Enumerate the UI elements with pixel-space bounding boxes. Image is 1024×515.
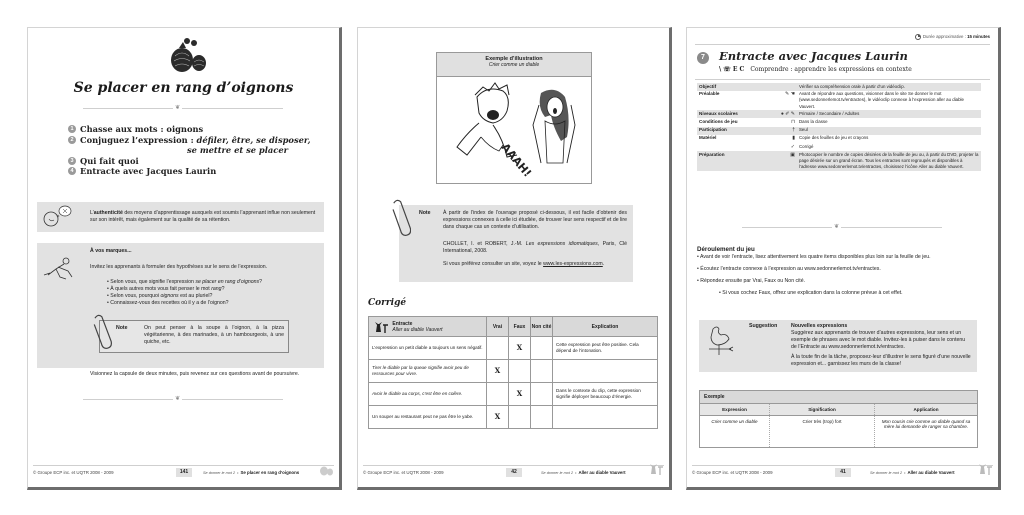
ornament-divider xyxy=(83,108,283,109)
info-value: Vérifier sa compréhension orale à partir d’un vidéoclip. xyxy=(797,83,981,91)
info-icons: ● ✐ ✎ xyxy=(769,110,797,118)
faux-cell[interactable] xyxy=(509,406,531,429)
ornament-flourish-icon: ❦ xyxy=(175,104,181,111)
step-number-badge: 7 xyxy=(697,52,709,64)
website-link[interactable]: www.les-expressions.com xyxy=(543,261,603,267)
info-row xyxy=(697,143,981,151)
text-fragment: Connaissez-vous des recettes où il y a de l’oignon? xyxy=(110,300,229,307)
info-key: Matériel xyxy=(699,135,717,141)
activity-item[interactable] xyxy=(68,124,311,135)
copyright: © Groupe ECP inc. et UQTR 2008 - 2009 xyxy=(33,470,114,475)
statement-cell: L’expression un petit diable a toujours un sens négatif. xyxy=(369,337,487,360)
duration-value: 15 minutes xyxy=(967,34,990,40)
note-label: Note xyxy=(419,210,431,216)
procedure-step: • Si vous cochez Faux, offrez une explication dans la colonne prévue à cet effet. xyxy=(719,290,903,297)
faux-cell[interactable] xyxy=(509,360,531,383)
note-text: On peut penser à la soupe à l’oignon, à la pizza végétarienne, à des marinades, à un hambourgeois, à une quiche, etc. xyxy=(144,325,284,346)
ornament-divider xyxy=(83,399,283,400)
page-title: Se placer en rang d’oignons xyxy=(73,80,294,96)
note-reference xyxy=(443,241,627,255)
page-footer xyxy=(33,465,334,479)
competency-text: Comprendre : apprendre les expressions en contexte xyxy=(750,66,912,73)
statement-cell: Tirer le diable par la queue signifie avoir peu de ressources pour vivre. xyxy=(369,360,487,383)
clock-icon xyxy=(915,34,921,40)
suggestion-title: Nouvelles expressions xyxy=(791,323,848,329)
info-row xyxy=(697,151,981,171)
text-fragment: Selon vous, que signifie l’expression xyxy=(110,279,196,285)
info-value: Dans la classe xyxy=(799,119,828,125)
footer-series xyxy=(203,470,299,475)
footer-series xyxy=(541,470,626,475)
table-row xyxy=(369,360,658,383)
info-key: Préalable xyxy=(699,91,720,97)
info-key xyxy=(697,143,769,151)
info-key: Niveaux scolaires xyxy=(697,110,769,118)
section-outro: Visionnez la capsule de deux minutes, puis revenez sur ces questions avant de poursuivre. xyxy=(90,371,300,377)
example-caption: Exemple xyxy=(700,391,978,404)
info-key: Préparation xyxy=(697,151,769,171)
devil-icon xyxy=(648,462,664,476)
paperclip-icon xyxy=(92,313,112,351)
info-icons: ▣ xyxy=(769,151,797,171)
vrai-cell[interactable] xyxy=(487,337,509,360)
info-icons: ✓ xyxy=(790,143,795,150)
separator: • xyxy=(237,471,239,475)
paperclip-icon xyxy=(391,198,411,238)
text-fragment: . xyxy=(602,261,605,267)
info-row xyxy=(697,91,981,111)
illustration-header xyxy=(437,53,591,77)
suggestion-callout xyxy=(699,320,977,372)
suggestion-body xyxy=(791,323,971,368)
divider xyxy=(695,44,990,45)
page-title: Entracte avec Jacques Laurin xyxy=(719,49,908,63)
signification-cell: Crier très (trop) fort xyxy=(770,416,875,448)
non-cite-cell[interactable] xyxy=(531,383,553,406)
section-intro: Invitez les apprenants à formuler des hypothèses sur le sens de l’expression. xyxy=(90,264,268,270)
page-number: 41 xyxy=(835,468,851,477)
explication-cell: Dans le contexte du clip, cette expression signifie déployer beaucoup d’énergie. xyxy=(553,383,658,406)
procedure-step: • Écoutez l’entracte connexe à l’expression au www.sedonnerlemot.tv/entractes. xyxy=(697,266,881,273)
non-cite-cell[interactable] xyxy=(531,360,553,383)
copyright: © Groupe ECP inc. et UQTR 2008 - 2009 xyxy=(363,470,444,475)
chapter-name: Aller au diable Vauvert xyxy=(907,470,955,475)
page-footer xyxy=(363,465,664,479)
suggestion-text: À la toute fin de la tâche, proposez-leur d’illustrer le sens figuré d’une nouvelle expression et... garnissez les murs de la classe! xyxy=(791,354,971,368)
activity-verbs: défiler, être, se disposer, xyxy=(196,134,311,145)
info-icons: † xyxy=(769,127,797,135)
shout-text: AAAH! xyxy=(498,140,534,180)
ready-section xyxy=(37,243,324,377)
example-table xyxy=(699,390,978,448)
note-site xyxy=(443,261,627,268)
game-procedure xyxy=(697,246,987,297)
activity-label: Chasse aux mots : oignons xyxy=(80,124,204,134)
vrai-cell[interactable]: X xyxy=(487,406,509,429)
duration-indicator xyxy=(915,34,990,40)
note-box xyxy=(99,320,289,353)
text-fragment: ? xyxy=(221,286,225,293)
info-row xyxy=(697,127,981,135)
procedure-step: • Avant de voir l’entracte, lisez attentivement les quatre items disponibles plus loin sur la feuille de jeu. xyxy=(697,254,931,261)
ornament-flourish-icon: ❦ xyxy=(175,395,181,402)
footer-series xyxy=(870,470,955,475)
suggestion-label: Suggestion xyxy=(749,323,778,329)
info-icons: ▮ xyxy=(792,135,795,142)
expression-header: Expression xyxy=(700,404,770,416)
info-row xyxy=(697,118,981,126)
ornament-flourish-icon: ❦ xyxy=(834,223,840,230)
illustration-frame xyxy=(436,52,592,184)
vrai-header: Vrai xyxy=(487,317,509,337)
non-cite-cell[interactable] xyxy=(531,406,553,429)
info-value: Primaire / Secondaire / Adultes xyxy=(797,110,981,118)
text-fragment: Selon vous, pourquoi xyxy=(110,293,161,300)
book-title: Les expressions idiomatiques xyxy=(525,241,598,247)
activity-item[interactable] xyxy=(68,156,311,167)
illustration-subtitle: Crier comme un diable xyxy=(488,62,540,68)
onion-icon xyxy=(318,462,334,476)
procedure-step: • Répondez ensuite par Vrai, Faux ou Non cité. xyxy=(697,278,806,285)
info-value: Corrigé xyxy=(799,143,814,149)
devil-icon xyxy=(373,320,389,334)
vrai-cell[interactable]: X xyxy=(487,360,509,383)
note-text: À partir de l’index de l’ouvrage proposé ci-dessous, il est facile d’obtenir des expressions connexes à celle ici étudiée, de trouver leur sens respectif et de lire dans chaque cas un contexte d’utilisation. xyxy=(443,210,627,231)
activity-item[interactable] xyxy=(68,166,311,177)
copyright: © Groupe ECP inc. et UQTR 2008 - 2009 xyxy=(692,470,773,475)
text-fragment: À quels autres mots vous fait penser le mot xyxy=(110,286,212,293)
chapter-name: Aller au diable Vauvert xyxy=(578,470,626,475)
text-fragment: est au pluriel? xyxy=(178,293,213,300)
activity-info-table xyxy=(697,83,981,171)
faux-header: Faux xyxy=(509,317,531,337)
explication-cell xyxy=(553,406,658,429)
non-cite-cell[interactable] xyxy=(531,337,553,360)
table-header-row xyxy=(700,404,978,416)
activity-item[interactable] xyxy=(68,135,311,146)
authenticity-keyword: authenticité xyxy=(93,210,123,216)
page-number: 42 xyxy=(506,468,522,477)
series-name: Se donner le mot 2 xyxy=(870,471,903,475)
authenticity-callout xyxy=(37,202,324,232)
illustration-title: Exemple d’illustration xyxy=(485,56,543,62)
question-item xyxy=(107,300,262,307)
number-badge: 2 xyxy=(68,136,76,144)
info-icons: ✎ ☚ xyxy=(784,91,795,98)
answer-key-table xyxy=(368,316,658,429)
explication-cell xyxy=(553,360,658,383)
info-value: Copie des feuilles de jeu et crayons xyxy=(799,135,869,141)
authenticity-text xyxy=(90,210,320,224)
text-fragment: CHOLLET, I. et ROBERT, J.-M. xyxy=(443,241,526,247)
procedure-title: Déroulement du jeu xyxy=(697,246,755,253)
entracte-label xyxy=(392,321,442,333)
expression-cell: Crier comme un diable xyxy=(700,416,770,448)
activity-list xyxy=(68,124,311,177)
table-caption-row xyxy=(700,391,978,404)
table-row xyxy=(369,406,658,429)
separator: • xyxy=(904,471,906,475)
explication-cell: Cette expression peut être positive. Cela dépend de l’intonation. xyxy=(553,337,658,360)
table-row xyxy=(369,383,658,406)
shouting-cartoon-illustration xyxy=(437,77,591,183)
explication-header: Explication xyxy=(553,317,658,337)
document-page-41 xyxy=(686,27,1001,490)
statement-cell: Avoir le diable au corps, c’est être en colère. xyxy=(369,383,487,406)
ornament-divider xyxy=(742,227,942,228)
text-fragment: des moyens d’apprentissage auxquels est soumis l’apprenant influe non seulement sur son intérêt, mais également sur la qualité de sa rétention. xyxy=(90,210,316,224)
skill-codes-icon: \ ☏ E C xyxy=(719,66,745,73)
text-fragment: Si vous préférez consulter un site, voyez le xyxy=(443,261,544,267)
info-icons: ⊓ xyxy=(791,119,795,126)
activity-label: Conjuguez l’expression : xyxy=(80,134,197,145)
text-fragment: , Paris, Clé International, 2008. xyxy=(443,241,627,255)
divider xyxy=(695,79,990,80)
chapter-name: Se placer en rang d’oignons xyxy=(240,470,300,475)
text-fragment: ? xyxy=(259,279,262,285)
note-label: Note xyxy=(116,325,128,331)
info-key: Conditions de jeu xyxy=(699,119,738,125)
entracte-subtitle: Aller au diable Vauvert xyxy=(392,326,443,333)
onions-illustration xyxy=(163,36,213,74)
page-number: 141 xyxy=(176,468,192,477)
series-name: Se donner le mot 2 xyxy=(203,471,236,475)
info-icons xyxy=(769,83,797,91)
devil-icon xyxy=(977,462,993,476)
section-title: À vos marques... xyxy=(90,248,132,254)
info-value: Seul xyxy=(797,127,981,135)
answer-key-title: Corrigé xyxy=(368,298,407,308)
info-row xyxy=(697,135,981,143)
number-badge: 3 xyxy=(68,157,76,165)
info-value: Avant de répondre aux questions, visionner dans le site Se donner le mot (www.sedonnerlemot.tv/entractes), le vidéoclip connexe à l’expression aller au diable Vauvert. xyxy=(799,91,964,109)
text-fragment: L’ xyxy=(90,210,94,216)
sprinter-icon xyxy=(40,253,78,283)
faux-cell[interactable]: X xyxy=(509,337,531,360)
question-list xyxy=(107,279,262,307)
suggestion-text: Suggérez aux apprenants de trouver d’autres expressions, leur sens et un exemple de phrases avec le mot diable. Invitez-les à puiser dans le contenu de l’Entracte au www.sedonnerlemot.tv/entractes. xyxy=(791,330,966,351)
separator: • xyxy=(575,471,577,475)
info-row xyxy=(697,110,981,118)
weathervane-rooster-icon xyxy=(703,323,737,357)
info-value: Photocopier le nombre de copies désirées de la feuille de jeu ou, à partir du DVD, projeter la page désirée sur un grand écran. Tous les entractes sont regroupés et disponibles à l’adresse www.sedonnerlemot.tv/entractes, choisissez l’icône Aller au diable Vauvert. xyxy=(797,151,981,171)
vrai-cell[interactable] xyxy=(487,383,509,406)
thinking-person-icon xyxy=(41,204,73,230)
question-item xyxy=(107,286,262,293)
question-item xyxy=(107,293,262,300)
info-row xyxy=(697,83,981,91)
faux-cell[interactable]: X xyxy=(509,383,531,406)
text-fragment: rang xyxy=(211,286,222,293)
application-header: Application xyxy=(875,404,978,416)
series-name: Se donner le mot 2 xyxy=(541,471,574,475)
entracte-header xyxy=(369,317,487,337)
info-key: Participation xyxy=(697,127,769,135)
document-page-141 xyxy=(27,27,342,490)
note-box xyxy=(399,205,633,282)
signification-header: Signification xyxy=(770,404,875,416)
table-row xyxy=(700,416,978,448)
non-cite-header: Non cité xyxy=(531,317,553,337)
document-page-42 xyxy=(357,27,672,490)
number-badge: 4 xyxy=(68,167,76,175)
activity-label: Qui fait quoi xyxy=(80,155,139,166)
number-badge: 1 xyxy=(68,125,76,133)
table-row xyxy=(369,337,658,360)
duration-label: Durée approximative : xyxy=(922,34,968,40)
page-footer xyxy=(692,465,993,479)
activity-label: Entracte avec Jacques Laurin xyxy=(80,166,217,176)
table-header-row xyxy=(369,317,658,337)
competency-line xyxy=(719,66,912,73)
activity-verbs-continued: se mettre et se placer xyxy=(187,145,288,155)
entracte-title: Entracte xyxy=(392,320,413,327)
statement-cell: Un souper au restaurant peut ne pas être le yabe. xyxy=(369,406,487,429)
application-cell: Mon cousin crie comme un diable quand sa mère lui demande de ranger sa chambre. xyxy=(875,416,978,448)
info-key: Objectif xyxy=(697,83,769,91)
question-item xyxy=(107,279,262,286)
text-fragment: oignons xyxy=(160,293,179,300)
text-fragment: se placer en rang d’oignons xyxy=(195,279,260,285)
